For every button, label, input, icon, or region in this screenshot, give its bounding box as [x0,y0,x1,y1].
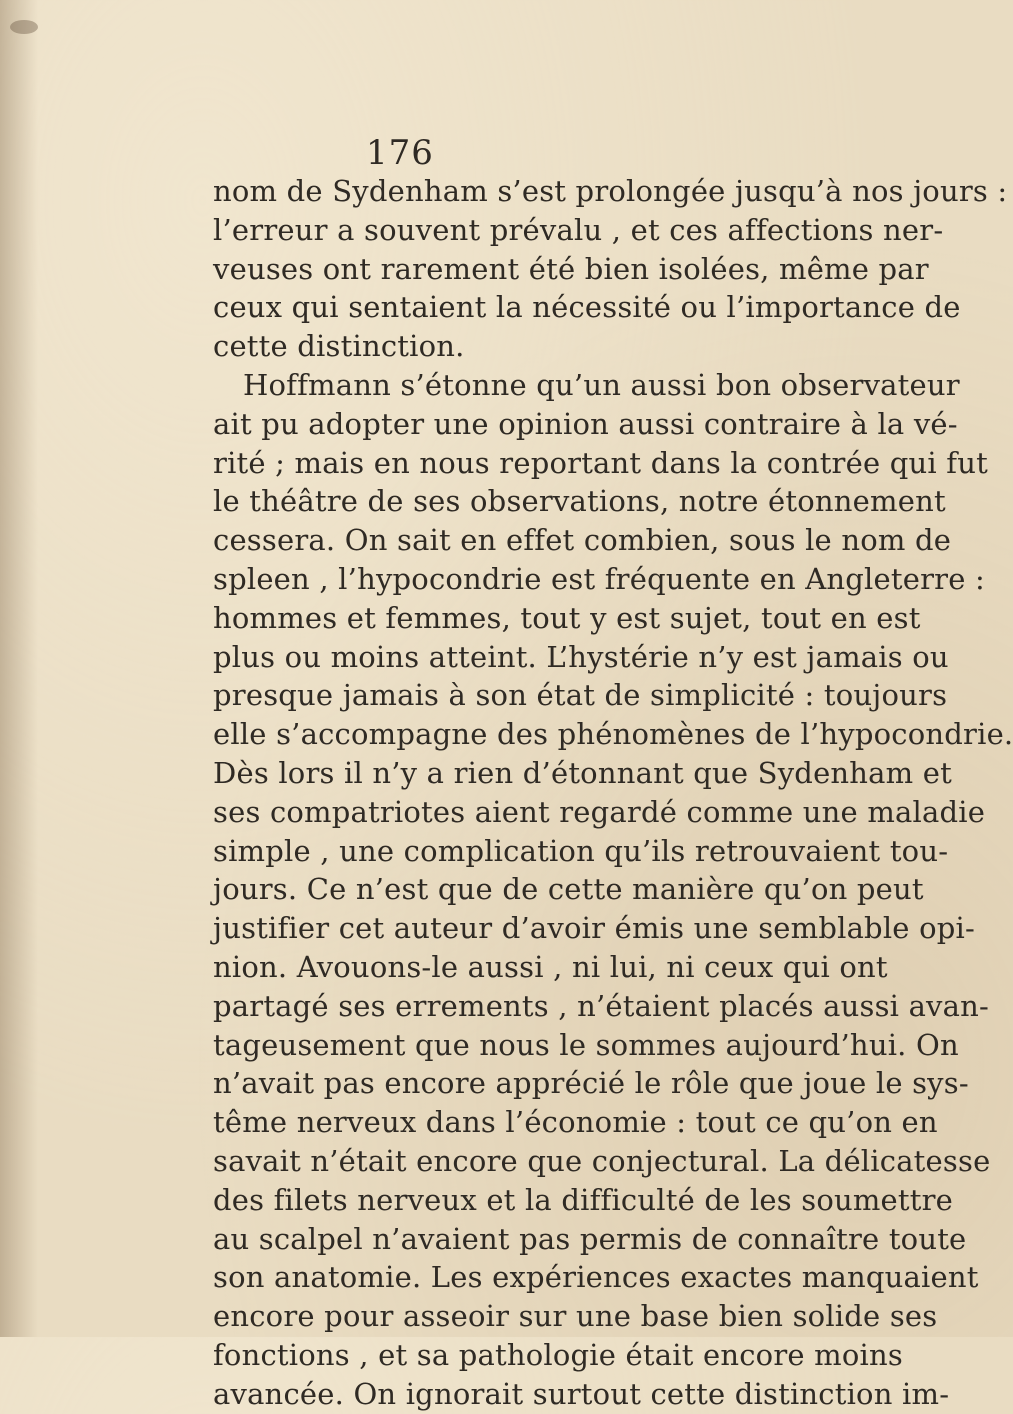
text-line: ceux qui sentaient la nécessité ou l’importance de [213,290,961,325]
text-line: encore pour asseoir sur une base bien solide ses [213,1299,938,1334]
text-line: n’avait pas encore apprécié le rôle que joue le sys- [213,1066,969,1101]
text-line: tageusement que nous le sommes aujourd’hui. On [213,1027,959,1062]
text-line: Hoffmann s’étonne qu’un aussi bon observateur [243,367,960,402]
text-line: nom de Sydenham s’est prolongée jusqu’à nos jours : [213,174,1008,208]
text-line: ait pu adopter une opinion aussi contraire à la vé- [213,406,958,441]
text-line: presque jamais à son état de simplicité : toujours [213,678,948,713]
text-line: partagé ses errements , n’étaient placés aussi avan- [213,988,990,1023]
text-line: tême nerveux dans l’économie : tout ce qu’on en [213,1105,938,1140]
page-number: 176 [366,133,434,173]
text-line: avancée. On ignorait surtout cette distinction im- [213,1376,950,1411]
text-line: hommes et femmes, tout y est sujet, tout en est [213,600,921,635]
ink-stain [10,20,38,34]
text-line: savait n’était encore que conjectural. La délicatesse [213,1143,991,1178]
body-text [213,172,1013,1414]
text-line: fonctions , et sa pathologie était encore moins [213,1337,903,1372]
text-line: plus ou moins atteint. L’hystérie n’y est jamais ou [213,639,949,674]
text-line: jours. Ce n’est que de cette manière qu’on peut [213,872,924,907]
text-line: le théâtre de ses observations, notre étonnement [213,484,946,519]
text-line: cessera. On sait en effet combien, sous le nom de [213,523,952,558]
text-line: spleen , l’hypocondrie est fréquente en Angleterre : [213,561,985,596]
text-line: au scalpel n’avaient pas permis de connaître toute [213,1221,967,1256]
text-line: rité ; mais en nous reportant dans la contrée qui fut [213,445,988,480]
text-line: l’erreur a souvent prévalu , et ces affections ner- [213,212,944,247]
text-line: justifier cet auteur d’avoir émis une semblable opi- [213,911,975,946]
page-edge-shadow [0,0,38,1337]
text-line: des filets nerveux et la difficulté de les soumettre [213,1182,954,1217]
text-line: veuses ont rarement été bien isolées, même par [213,251,929,286]
text-line: simple , une complication qu’ils retrouvaient tou- [213,833,949,868]
text-line: elle s’accompagne des phénomènes de l’hypocondrie. [213,717,1013,752]
text-line: nion. Avouons-le aussi , ni lui, ni ceux qui ont [213,949,888,984]
text-line: Dès lors il n’y a rien d’étonnant que Sydenham et [213,755,953,790]
text-line: ses compatriotes aient regardé comme une maladie [213,794,986,829]
text-line: cette distinction. [213,329,465,364]
text-line: son anatomie. Les expériences exactes manquaient [213,1260,979,1295]
